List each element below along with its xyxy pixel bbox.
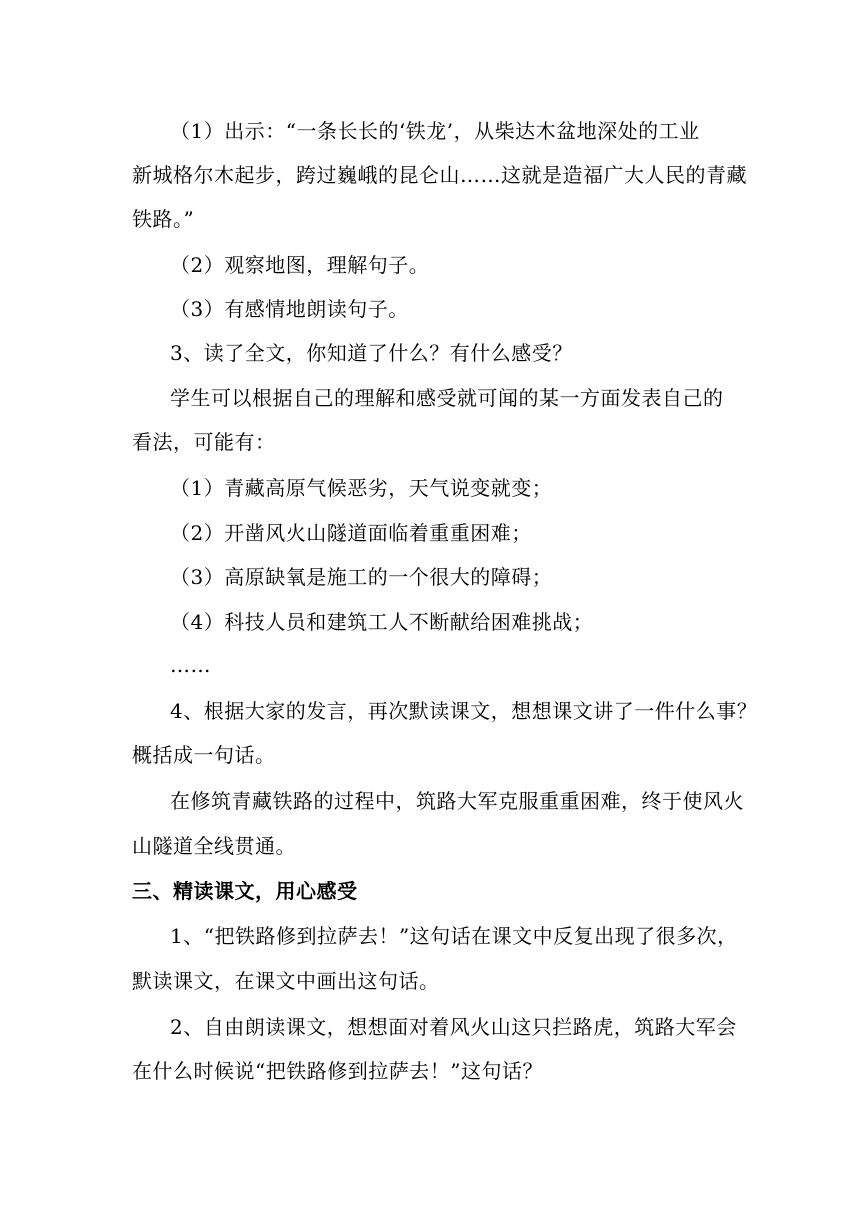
text-line: 在什么时候说“把铁路修到拉萨去！”这句话？ [132, 1059, 543, 1083]
text-line: （3）有感情地朗读句子。 [170, 297, 409, 321]
section-heading: 三、精读课文，用心感受 [132, 879, 358, 903]
text-line: 看法，可能有： [132, 430, 276, 454]
text-line: 在修筑青藏铁路的过程中，筑路大军克服重重困难，终于使风火 [170, 789, 744, 813]
text-line: 学生可以根据自己的理解和感受就可闻的某一方面发表自己的 [170, 386, 724, 410]
ellipsis: …… [170, 653, 211, 677]
text-line: 山隧道全线贯通。 [132, 834, 296, 858]
text-line: 概括成一句话。 [132, 743, 276, 767]
text-line: 铁路。” [132, 207, 195, 231]
text-line: 3、读了全文，你知道了什么？有什么感受？ [170, 341, 573, 365]
text-line: 4、根据大家的发言，再次默读课文，想想课文讲了一件什么事？ [170, 699, 758, 723]
text-line: 新城格尔木起步，跨过巍峨的昆仑山……这就是造福广大人民的青藏 [132, 163, 747, 187]
text-line: （1）出示：“一条长长的‘铁龙’，从柴达木盆地深处的工业 [170, 119, 700, 143]
list-item: （4）科技人员和建筑工人不断献给困难挑战； [170, 610, 594, 634]
text-line: （2）观察地图，理解句子。 [170, 253, 430, 277]
list-item: （3）高原缺氧是施工的一个很大的障碍； [170, 565, 553, 589]
text-line: 2、自由朗读课文，想想面对着风火山这只拦路虎，筑路大军会 [170, 1015, 737, 1039]
list-item: （1）青藏高原气候恶劣，天气说变就变； [170, 476, 553, 500]
text-line: 默读课文，在课文中画出这句话。 [132, 969, 440, 993]
list-item: （2）开凿风火山隧道面临着重重困难； [170, 521, 532, 545]
text-line: 1、“把铁路修到拉萨去！”这句话在课文中反复出现了很多次， [170, 924, 738, 948]
